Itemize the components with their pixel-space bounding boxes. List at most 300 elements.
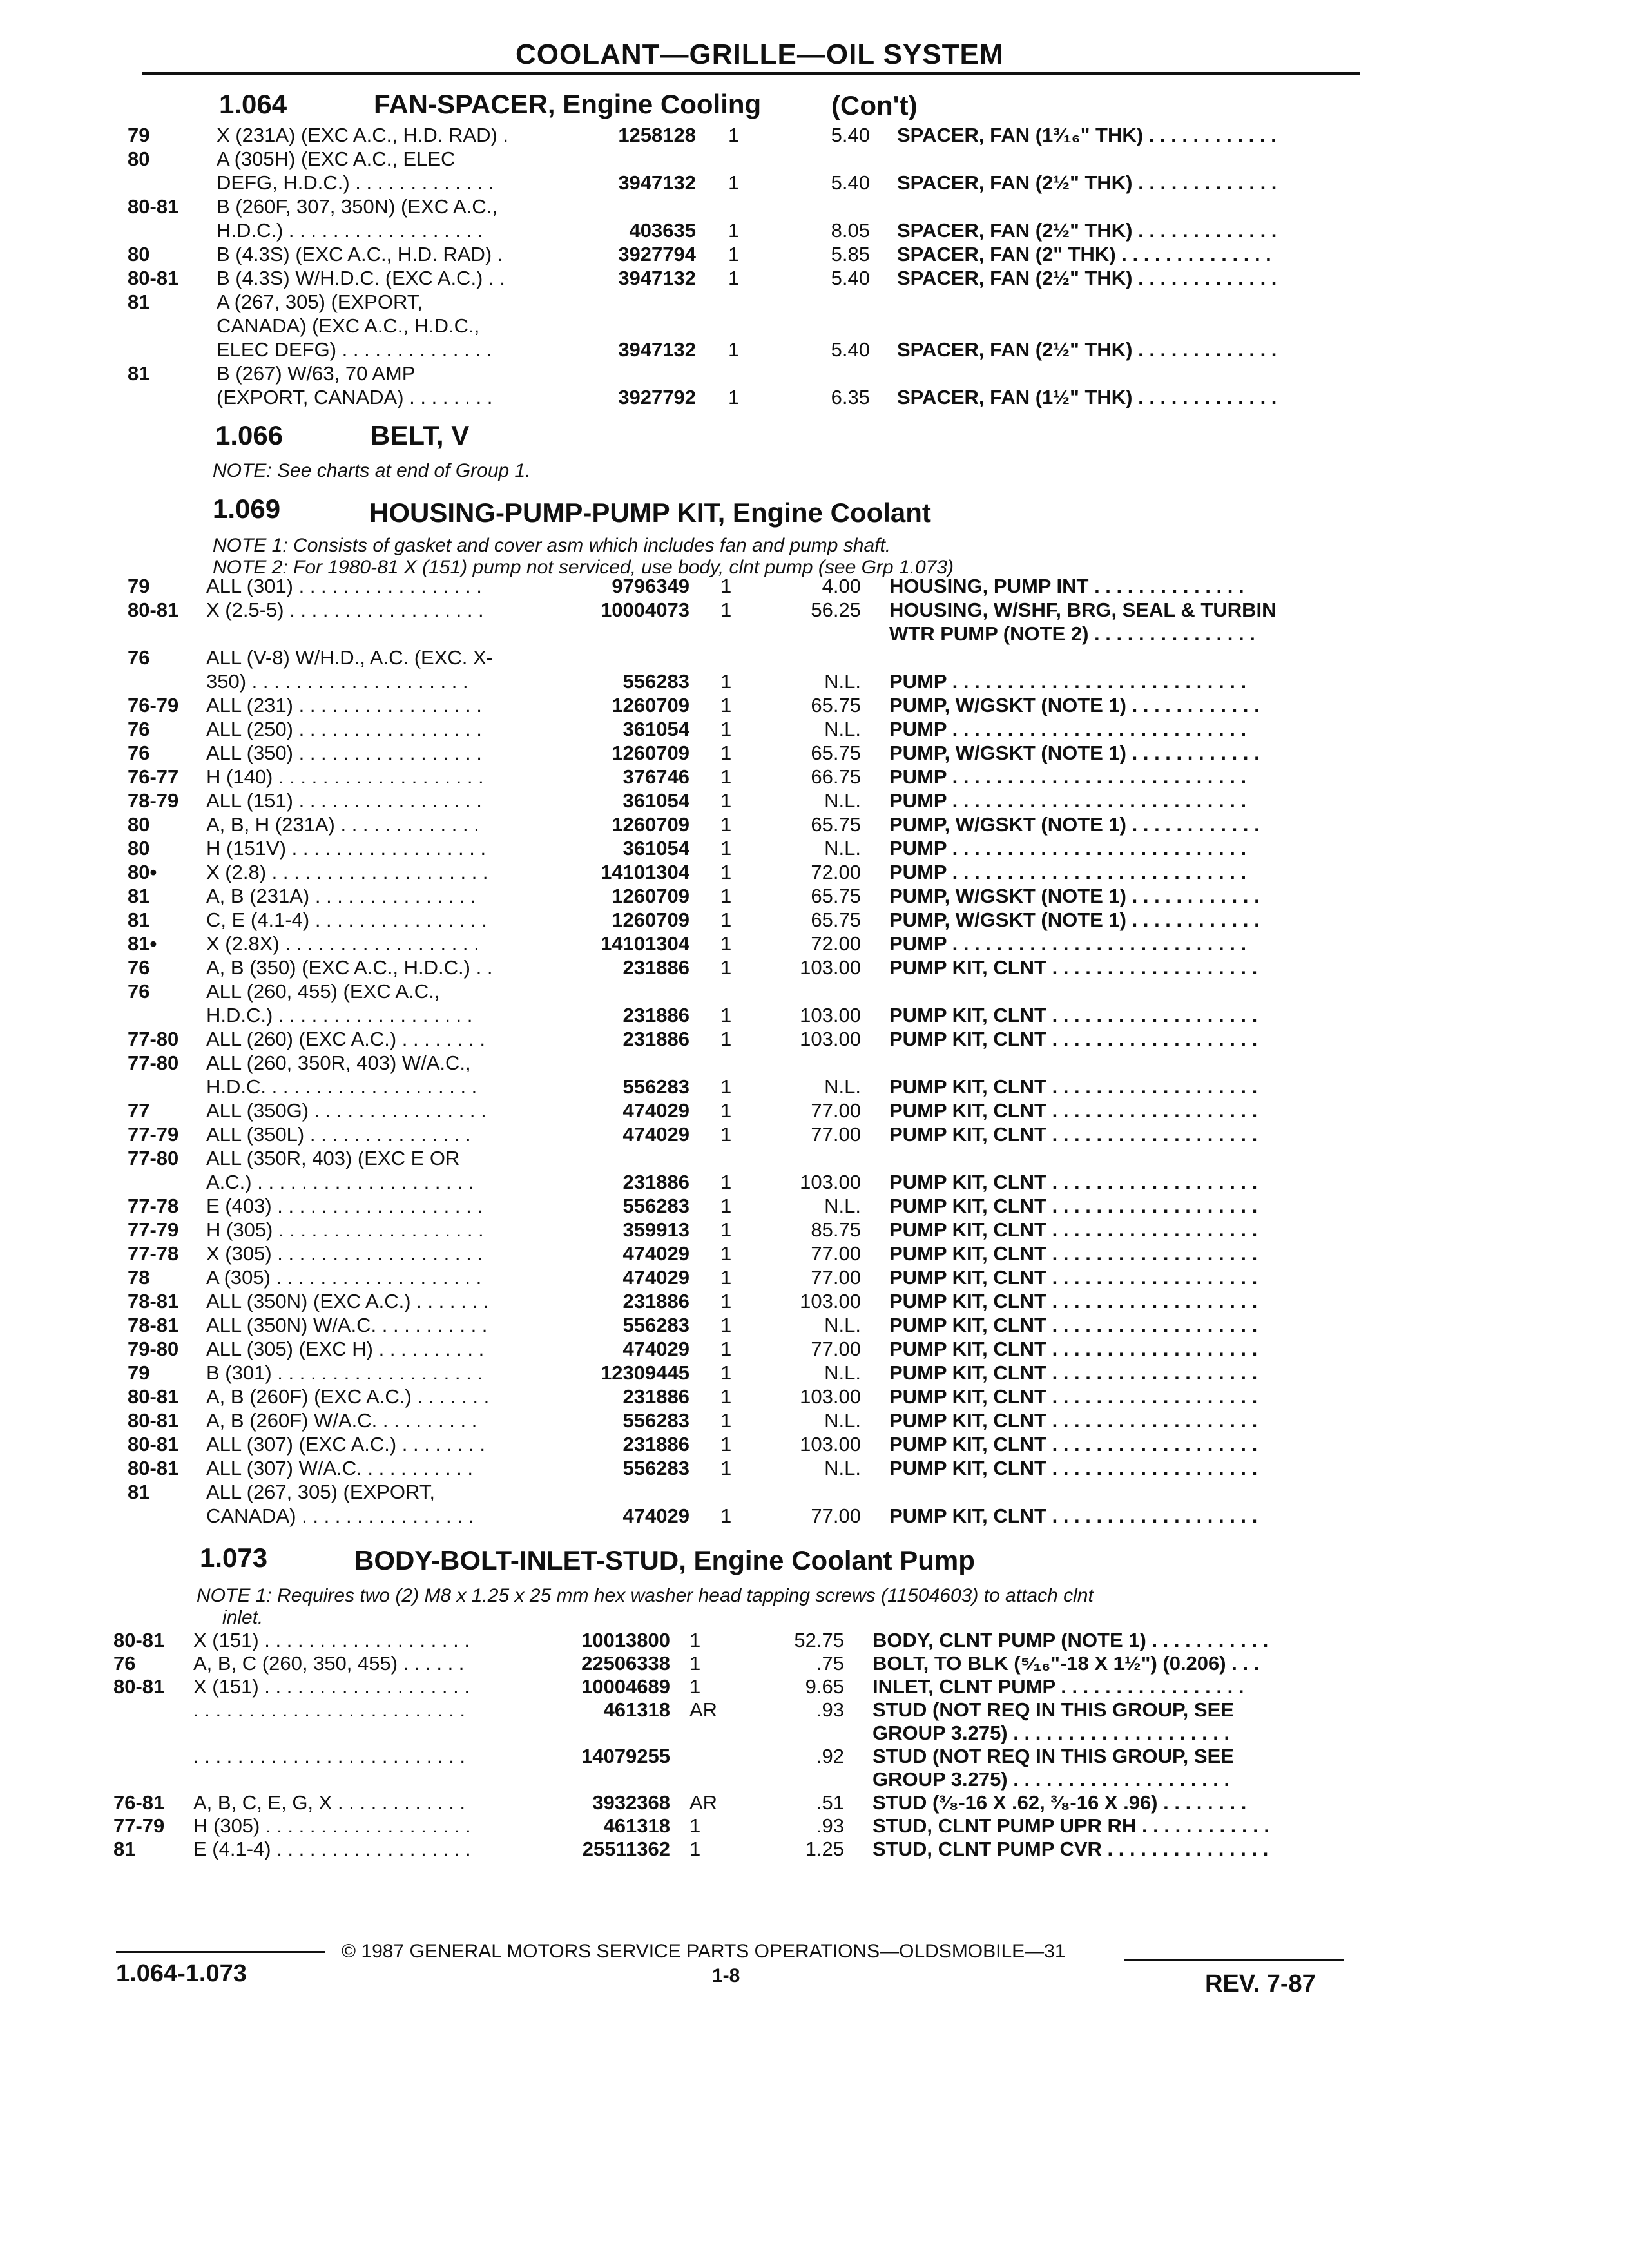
quantity: 1 — [689, 1675, 701, 1698]
application: (EXPORT, CANADA) . . . . . . . . — [217, 386, 493, 408]
price: N.L. — [824, 1361, 861, 1384]
quantity: 1 — [720, 1314, 732, 1336]
year-range: 76 — [128, 718, 150, 740]
part-number: 231886 — [622, 1171, 689, 1193]
section-1064-title: FAN-SPACER, Engine Cooling — [374, 89, 762, 119]
price: 1.25 — [805, 1838, 844, 1860]
application: B (4.3S) (EXC A.C., H.D. RAD) . — [217, 243, 503, 265]
parts-row — [0, 1791, 1629, 1814]
part-number: 3927794 — [618, 243, 696, 265]
year-range: 81• — [128, 932, 157, 955]
price: 77.00 — [811, 1504, 861, 1527]
footer-group-range: 1.064-1.073 — [116, 1960, 247, 1987]
description: BOLT, TO BLK (⁵⁄₁₆"-18 X 1½") (0.206) . . . — [872, 1652, 1260, 1675]
description: PUMP . . . . . . . . . . . . . . . . . . . . . . . . . . . — [889, 765, 1247, 788]
quantity: AR — [689, 1791, 718, 1814]
part-number: 1258128 — [618, 124, 696, 146]
part-number: 556283 — [622, 1075, 689, 1098]
year-range: 80-81 — [128, 1409, 179, 1432]
description: SPACER, FAN (2½" THK) . . . . . . . . . . . . . — [897, 267, 1277, 289]
parts-row — [0, 980, 1629, 1003]
description: GROUP 3.275) . . . . . . . . . . . . . . . . . . . . — [872, 1722, 1230, 1744]
application: X (2.8) . . . . . . . . . . . . . . . . . . . . — [206, 861, 488, 883]
header-rule — [142, 72, 1360, 75]
quantity: 1 — [720, 908, 732, 931]
quantity: 1 — [720, 1290, 732, 1312]
application: ALL (307) W/A.C. . . . . . . . . . . — [206, 1457, 474, 1479]
quantity: 1 — [720, 932, 732, 955]
application: DEFG, H.D.C.) . . . . . . . . . . . . . — [217, 171, 494, 194]
application: ALL (151) . . . . . . . . . . . . . . . . . — [206, 789, 482, 812]
application: H (305) . . . . . . . . . . . . . . . . . . . — [193, 1814, 471, 1837]
year-range: 81 — [128, 885, 150, 907]
price: 103.00 — [800, 1433, 861, 1456]
section-1066-number: 1.066 — [215, 420, 284, 450]
description: PUMP KIT, CLNT . . . . . . . . . . . . . . . . . . . — [889, 1385, 1258, 1408]
parts-row — [0, 1028, 1629, 1051]
description: PUMP . . . . . . . . . . . . . . . . . . . . . . . . . . . — [889, 718, 1247, 740]
part-number: 10004073 — [601, 599, 689, 621]
price: 4.00 — [822, 575, 861, 597]
parts-row — [0, 314, 1629, 338]
quantity: 1 — [720, 1361, 732, 1384]
parts-row — [0, 1433, 1629, 1456]
part-number: 474029 — [622, 1099, 689, 1122]
price: 5.40 — [831, 171, 870, 194]
parts-row — [0, 932, 1629, 956]
application: H (305) . . . . . . . . . . . . . . . . . . . — [206, 1218, 484, 1241]
year-range: 79 — [128, 1361, 150, 1384]
parts-row — [0, 1745, 1629, 1768]
description: PUMP . . . . . . . . . . . . . . . . . . . . . . . . . . . — [889, 789, 1247, 812]
parts-row — [0, 386, 1629, 409]
application: X (151) . . . . . . . . . . . . . . . . . . . — [193, 1675, 470, 1698]
parts-row — [0, 622, 1629, 646]
parts-row — [0, 646, 1629, 669]
application: ALL (V-8) W/H.D., A.C. (EXC. X- — [206, 646, 493, 669]
part-number: 556283 — [622, 1195, 689, 1217]
description: PUMP KIT, CLNT . . . . . . . . . . . . . . . . . . . — [889, 1171, 1258, 1193]
quantity: 1 — [728, 171, 740, 194]
year-range: 76 — [128, 956, 150, 979]
part-number: 403635 — [629, 219, 696, 242]
price: N.L. — [824, 670, 861, 693]
quantity: 1 — [720, 1195, 732, 1217]
price: 103.00 — [800, 1290, 861, 1312]
parts-row — [0, 1814, 1629, 1838]
part-number: 231886 — [622, 1433, 689, 1456]
description: PUMP, W/GSKT (NOTE 1) . . . . . . . . . . . . — [889, 813, 1260, 836]
description: PUMP . . . . . . . . . . . . . . . . . . . . . . . . . . . — [889, 932, 1247, 955]
price: 65.75 — [811, 694, 861, 716]
page-title: COOLANT—GRILLE—OIL SYSTEM — [516, 39, 1004, 70]
year-range: 81 — [113, 1838, 136, 1860]
quantity: AR — [689, 1698, 718, 1721]
application: ALL (350R, 403) (EXC E OR — [206, 1147, 460, 1169]
part-number: 14101304 — [601, 932, 689, 955]
parts-row — [0, 219, 1629, 242]
application: X (305) . . . . . . . . . . . . . . . . . . . — [206, 1242, 483, 1265]
year-range: 77-79 — [128, 1218, 179, 1241]
section-1069-number: 1.069 — [213, 494, 281, 524]
quantity: 1 — [728, 124, 740, 146]
application: B (4.3S) W/H.D.C. (EXC A.C.) . . — [217, 267, 505, 289]
application: CANADA) . . . . . . . . . . . . . . . . — [206, 1504, 474, 1527]
part-number: 3947132 — [618, 171, 696, 194]
year-range: 80-81 — [113, 1675, 165, 1698]
application: ALL (250) . . . . . . . . . . . . . . . . . — [206, 718, 482, 740]
description: PUMP, W/GSKT (NOTE 1) . . . . . . . . . . . . — [889, 908, 1260, 931]
quantity: 1 — [720, 670, 732, 693]
part-number: 474029 — [622, 1504, 689, 1527]
parts-row — [0, 1629, 1629, 1652]
description: BODY, CLNT PUMP (NOTE 1) . . . . . . . . . . . — [872, 1629, 1269, 1651]
year-range: 80 — [128, 813, 150, 836]
year-range: 76-79 — [128, 694, 179, 716]
description: PUMP KIT, CLNT . . . . . . . . . . . . . . . . . . . — [889, 1195, 1258, 1217]
parts-row — [0, 148, 1629, 171]
parts-row — [0, 718, 1629, 741]
parts-row — [0, 1361, 1629, 1385]
application: E (403) . . . . . . . . . . . . . . . . . . . — [206, 1195, 483, 1217]
application: H.D.C.) . . . . . . . . . . . . . . . . . . — [206, 1004, 473, 1026]
quantity: 1 — [720, 1433, 732, 1456]
quantity: 1 — [728, 243, 740, 265]
year-range: 81 — [128, 362, 150, 385]
part-number: 231886 — [622, 1385, 689, 1408]
parts-row — [0, 1409, 1629, 1432]
part-number: 1260709 — [612, 813, 689, 836]
section-1073-number: 1.073 — [200, 1542, 268, 1573]
parts-row — [0, 742, 1629, 765]
application: X (231A) (EXC A.C., H.D. RAD) . — [217, 124, 509, 146]
parts-row — [0, 670, 1629, 693]
quantity: 1 — [728, 338, 740, 361]
parts-row — [0, 765, 1629, 789]
application: C, E (4.1-4) . . . . . . . . . . . . . . . . — [206, 908, 487, 931]
application: ALL (350N) (EXC A.C.) . . . . . . . — [206, 1290, 489, 1312]
description: PUMP KIT, CLNT . . . . . . . . . . . . . . . . . . . — [889, 1123, 1258, 1146]
quantity: 1 — [720, 813, 732, 836]
parts-row — [0, 575, 1629, 598]
part-number: 231886 — [622, 956, 689, 979]
parts-row — [0, 837, 1629, 860]
description: STUD (³⁄₈-16 X .62, ³⁄₈-16 X .96) . . . . . . . . — [872, 1791, 1247, 1814]
quantity: 1 — [720, 1123, 732, 1146]
part-number: 3927792 — [618, 386, 696, 408]
quantity: 1 — [720, 1218, 732, 1241]
year-range: 77-79 — [113, 1814, 165, 1837]
quantity: 1 — [720, 837, 732, 860]
price: 5.40 — [831, 338, 870, 361]
parts-row — [0, 956, 1629, 979]
parts-row — [0, 243, 1629, 266]
parts-row — [0, 1052, 1629, 1075]
description: SPACER, FAN (2" THK) . . . . . . . . . . . . . . — [897, 243, 1271, 265]
description: PUMP KIT, CLNT . . . . . . . . . . . . . . . . . . . — [889, 1409, 1258, 1432]
quantity: 1 — [720, 956, 732, 979]
price: N.L. — [824, 1409, 861, 1432]
application: ALL (350L) . . . . . . . . . . . . . . . — [206, 1123, 471, 1146]
application: A (305H) (EXC A.C., ELEC — [217, 148, 456, 170]
description: STUD, CLNT PUMP CVR . . . . . . . . . . . . . . . — [872, 1838, 1269, 1860]
price: .93 — [816, 1698, 844, 1721]
quantity: 1 — [720, 1338, 732, 1360]
application: H.D.C.) . . . . . . . . . . . . . . . . . . — [217, 219, 483, 242]
description: SPACER, FAN (2½" THK) . . . . . . . . . . . . . — [897, 338, 1277, 361]
description: SPACER, FAN (2½" THK) . . . . . . . . . . . . . — [897, 219, 1277, 242]
part-number: 3932368 — [592, 1791, 670, 1814]
description: WTR PUMP (NOTE 2) . . . . . . . . . . . . . . . — [889, 622, 1255, 645]
price: .75 — [816, 1652, 844, 1675]
description: HOUSING, W/SHF, BRG, SEAL & TURBIN — [889, 599, 1277, 621]
quantity: 1 — [689, 1814, 701, 1837]
parts-row — [0, 1385, 1629, 1408]
parts-row — [0, 1504, 1629, 1528]
description: PUMP KIT, CLNT . . . . . . . . . . . . . . . . . . . — [889, 1075, 1258, 1098]
price: N.L. — [824, 789, 861, 812]
quantity: 1 — [720, 742, 732, 764]
parts-row — [0, 694, 1629, 717]
footer-rule-right — [1124, 1959, 1344, 1961]
price: 103.00 — [800, 956, 861, 979]
application: A.C.) . . . . . . . . . . . . . . . . . . . . — [206, 1171, 474, 1193]
description: SPACER, FAN (2½" THK) . . . . . . . . . . . . . — [897, 171, 1277, 194]
application: A, B (231A) . . . . . . . . . . . . . . . — [206, 885, 476, 907]
part-number: 474029 — [622, 1123, 689, 1146]
part-number: 25511362 — [582, 1838, 670, 1860]
price: 5.40 — [831, 124, 870, 146]
year-range: 77-79 — [128, 1123, 179, 1146]
application: B (260F, 307, 350N) (EXC A.C., — [217, 195, 497, 218]
price: N.L. — [824, 1457, 861, 1479]
year-range: 81 — [128, 1481, 150, 1503]
year-range: 81 — [128, 908, 150, 931]
quantity: 1 — [720, 718, 732, 740]
part-number: 3947132 — [618, 267, 696, 289]
footer-revision: REV. 7-87 — [1205, 1970, 1316, 1997]
parts-row — [0, 813, 1629, 836]
price: 103.00 — [800, 1171, 861, 1193]
quantity: 1 — [728, 267, 740, 289]
section-1064-number: 1.064 — [219, 89, 287, 119]
application: A, B, C (260, 350, 455) . . . . . . — [193, 1652, 465, 1675]
part-number: 1260709 — [612, 694, 689, 716]
part-number: 361054 — [622, 789, 689, 812]
year-range: 78-81 — [128, 1314, 179, 1336]
footer-page-number: 1-8 — [712, 1965, 740, 1986]
parts-row — [0, 1457, 1629, 1480]
part-number: 361054 — [622, 837, 689, 860]
section-1073-note-1-cont: inlet. — [222, 1607, 264, 1628]
parts-row — [0, 1481, 1629, 1504]
part-number: 359913 — [622, 1218, 689, 1241]
year-range: 78-79 — [128, 789, 179, 812]
parts-row — [0, 885, 1629, 908]
application: ALL (301) . . . . . . . . . . . . . . . . . — [206, 575, 482, 597]
parts-row — [0, 1290, 1629, 1313]
description: PUMP KIT, CLNT . . . . . . . . . . . . . . . . . . . — [889, 1242, 1258, 1265]
description: PUMP, W/GSKT (NOTE 1) . . . . . . . . . . . . — [889, 742, 1260, 764]
description: PUMP KIT, CLNT . . . . . . . . . . . . . . . . . . . — [889, 1314, 1258, 1336]
description: PUMP . . . . . . . . . . . . . . . . . . . . . . . . . . . — [889, 837, 1247, 860]
application: A, B (260F) (EXC A.C.) . . . . . . . — [206, 1385, 490, 1408]
part-number: 461318 — [603, 1814, 670, 1837]
section-1073-note-1: NOTE 1: Requires two (2) M8 x 1.25 x 25 mm hex washer head tapping screws (11504603) to attach clnt — [197, 1585, 1094, 1606]
year-range: 77 — [128, 1099, 150, 1122]
parts-row — [0, 267, 1629, 290]
part-number: 474029 — [622, 1266, 689, 1289]
application: A, B (350) (EXC A.C., H.D.C.) . . — [206, 956, 493, 979]
application: . . . . . . . . . . . . . . . . . . . . . . . . . — [193, 1698, 466, 1721]
parts-row — [0, 1338, 1629, 1361]
parts-row — [0, 195, 1629, 218]
part-number: 1260709 — [612, 908, 689, 931]
application: 350) . . . . . . . . . . . . . . . . . . . . — [206, 670, 468, 693]
description: PUMP KIT, CLNT . . . . . . . . . . . . . . . . . . . — [889, 1099, 1258, 1122]
section-1069-note-1: NOTE 1: Consists of gasket and cover asm which includes fan and pump shaft. — [213, 535, 891, 556]
quantity: 1 — [720, 599, 732, 621]
description: STUD (NOT REQ IN THIS GROUP, SEE — [872, 1698, 1234, 1721]
description: PUMP KIT, CLNT . . . . . . . . . . . . . . . . . . . — [889, 956, 1258, 979]
price: 77.00 — [811, 1099, 861, 1122]
price: 77.00 — [811, 1266, 861, 1289]
year-range: 76 — [128, 980, 150, 1003]
year-range: 80 — [128, 243, 150, 265]
parts-row — [0, 1266, 1629, 1289]
price: 77.00 — [811, 1338, 861, 1360]
year-range: 81 — [128, 291, 150, 313]
parts-row — [0, 1147, 1629, 1170]
quantity: 1 — [728, 386, 740, 408]
year-range: 80-81 — [128, 1385, 179, 1408]
application: H.D.C. . . . . . . . . . . . . . . . . . . . — [206, 1075, 477, 1098]
description: PUMP KIT, CLNT . . . . . . . . . . . . . . . . . . . — [889, 1504, 1258, 1527]
quantity: 1 — [720, 575, 732, 597]
application: ALL (350) . . . . . . . . . . . . . . . . . — [206, 742, 482, 764]
quantity: 1 — [720, 1457, 732, 1479]
description: PUMP KIT, CLNT . . . . . . . . . . . . . . . . . . . — [889, 1361, 1258, 1384]
parts-row — [0, 1242, 1629, 1265]
year-range: 79 — [128, 575, 150, 597]
part-number: 556283 — [622, 670, 689, 693]
quantity: 1 — [720, 1242, 732, 1265]
part-number: 556283 — [622, 1409, 689, 1432]
year-range: 80 — [128, 148, 150, 170]
parts-row — [0, 1314, 1629, 1337]
year-range: 77-80 — [128, 1147, 179, 1169]
application: X (2.5-5) . . . . . . . . . . . . . . . . . . — [206, 599, 484, 621]
application: . . . . . . . . . . . . . . . . . . . . . . . . . — [193, 1745, 466, 1767]
price: 72.00 — [811, 932, 861, 955]
year-range: 77-80 — [128, 1052, 179, 1074]
parts-row — [0, 338, 1629, 361]
part-number: 1260709 — [612, 885, 689, 907]
year-range: 76 — [113, 1652, 136, 1675]
description: SPACER, FAN (1½" THK) . . . . . . . . . . . . . — [897, 386, 1277, 408]
price: .93 — [816, 1814, 844, 1837]
part-number: 461318 — [603, 1698, 670, 1721]
price: .51 — [816, 1791, 844, 1814]
quantity: 1 — [689, 1652, 701, 1675]
description: PUMP KIT, CLNT . . . . . . . . . . . . . . . . . . . — [889, 1004, 1258, 1026]
quantity: 1 — [720, 861, 732, 883]
year-range: 77-78 — [128, 1242, 179, 1265]
application: ALL (305) (EXC H) . . . . . . . . . . — [206, 1338, 485, 1360]
parts-row — [0, 861, 1629, 884]
application: H (140) . . . . . . . . . . . . . . . . . . . — [206, 765, 484, 788]
application: ALL (307) (EXC A.C.) . . . . . . . . — [206, 1433, 485, 1456]
description: SPACER, FAN (1³⁄₁₆" THK) . . . . . . . . . . . . — [897, 124, 1277, 146]
application: ALL (267, 305) (EXPORT, — [206, 1481, 435, 1503]
year-range: 76-77 — [128, 765, 179, 788]
description: PUMP . . . . . . . . . . . . . . . . . . . . . . . . . . . — [889, 670, 1247, 693]
quantity: 1 — [720, 1075, 732, 1098]
parts-row — [0, 1195, 1629, 1218]
price: 85.75 — [811, 1218, 861, 1241]
part-number: 556283 — [622, 1314, 689, 1336]
parts-row — [0, 1722, 1629, 1745]
description: PUMP KIT, CLNT . . . . . . . . . . . . . . . . . . . — [889, 1218, 1258, 1241]
quantity: 1 — [720, 1004, 732, 1026]
footer-rule-left — [116, 1951, 325, 1953]
application: ALL (350G) . . . . . . . . . . . . . . . . — [206, 1099, 487, 1122]
year-range: 79-80 — [128, 1338, 179, 1360]
section-1064-continued: (Con't) — [831, 90, 918, 120]
year-range: 77-80 — [128, 1028, 179, 1050]
price: 65.75 — [811, 908, 861, 931]
parts-row — [0, 291, 1629, 314]
parts-row — [0, 599, 1629, 622]
price: 52.75 — [794, 1629, 844, 1651]
description: PUMP KIT, CLNT . . . . . . . . . . . . . . . . . . . — [889, 1290, 1258, 1312]
quantity: 1 — [720, 1099, 732, 1122]
description: STUD (NOT REQ IN THIS GROUP, SEE — [872, 1745, 1234, 1767]
description: PUMP . . . . . . . . . . . . . . . . . . . . . . . . . . . — [889, 861, 1247, 883]
section-1069-title: HOUSING-PUMP-PUMP KIT, Engine Coolant — [369, 497, 931, 528]
price: 8.05 — [831, 219, 870, 242]
quantity: 1 — [720, 885, 732, 907]
part-number: 376746 — [622, 765, 689, 788]
application: ALL (231) . . . . . . . . . . . . . . . . . — [206, 694, 482, 716]
part-number: 14101304 — [601, 861, 689, 883]
year-range: 79 — [128, 124, 150, 146]
price: 9.65 — [805, 1675, 844, 1698]
price: 77.00 — [811, 1242, 861, 1265]
quantity: 1 — [720, 765, 732, 788]
description: INLET, CLNT PUMP . . . . . . . . . . . . . . . . . — [872, 1675, 1244, 1698]
application: B (267) W/63, 70 AMP — [217, 362, 416, 385]
parts-row — [0, 1123, 1629, 1146]
parts-row — [0, 171, 1629, 195]
part-number: 231886 — [622, 1028, 689, 1050]
year-range: 80-81 — [128, 195, 179, 218]
price: N.L. — [824, 1314, 861, 1336]
application: E (4.1-4) . . . . . . . . . . . . . . . . . . — [193, 1838, 471, 1860]
part-number: 3947132 — [618, 338, 696, 361]
price: N.L. — [824, 1195, 861, 1217]
year-range: 80-81 — [113, 1629, 165, 1651]
year-range: 80 — [128, 837, 150, 860]
application: H (151V) . . . . . . . . . . . . . . . . . . — [206, 837, 487, 860]
part-number: 12309445 — [601, 1361, 689, 1384]
quantity: 1 — [720, 694, 732, 716]
description: PUMP KIT, CLNT . . . . . . . . . . . . . . . . . . . — [889, 1433, 1258, 1456]
quantity: 1 — [720, 1504, 732, 1527]
parts-row — [0, 1768, 1629, 1791]
section-1069-note-2: NOTE 2: For 1980-81 X (151) pump not serviced, use body, clnt pump (see Grp 1.073) — [213, 557, 954, 578]
parts-row — [0, 1004, 1629, 1027]
